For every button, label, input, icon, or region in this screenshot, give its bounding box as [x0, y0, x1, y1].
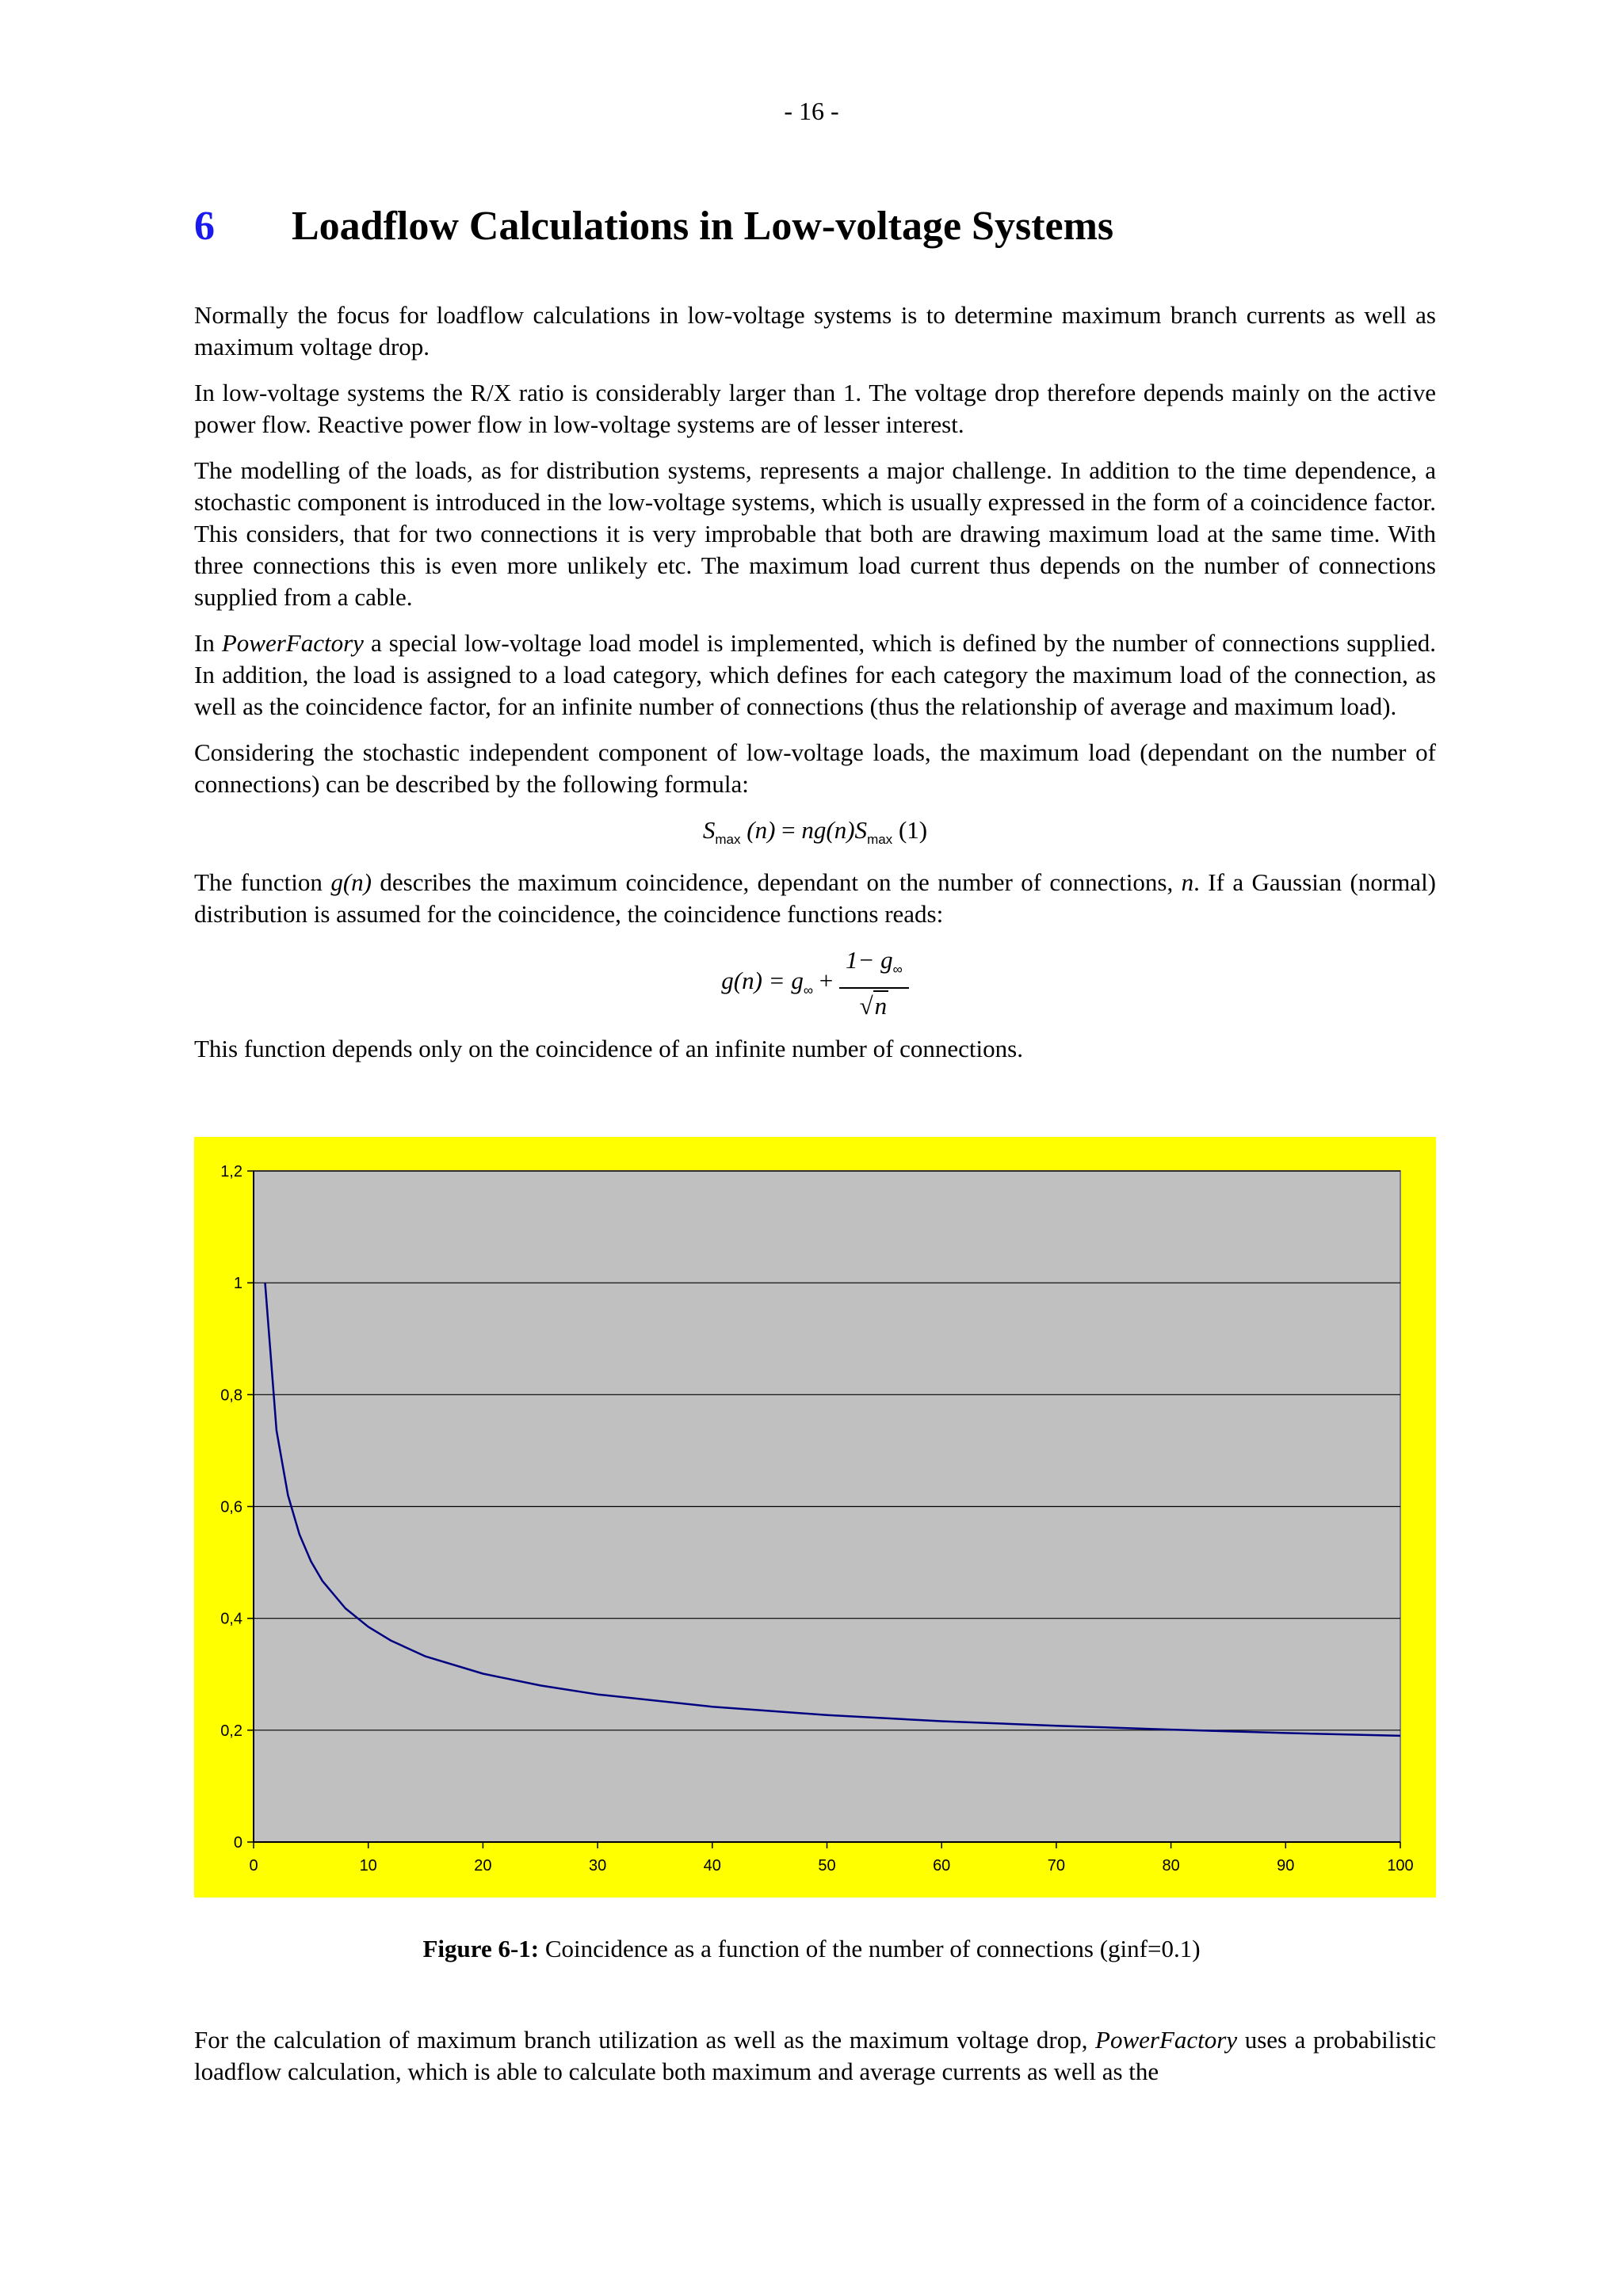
paragraph-7: This function depends only on the coincidence of an infinite number of connections.	[194, 1035, 1023, 1063]
x-tick-label: 90	[1277, 1857, 1295, 1875]
x-tick-label: 50	[818, 1857, 836, 1875]
y-tick-label: 0,8	[220, 1386, 242, 1405]
x-tick-label: 10	[359, 1857, 377, 1875]
y-tick-label: 0,4	[220, 1610, 242, 1628]
chart-frame	[194, 1137, 1436, 1897]
x-tick-label: 0	[249, 1857, 258, 1875]
body-text-top	[194, 299, 1436, 1079]
paragraph-4: In PowerFactory a special low-voltage load model is implemented, which is defined by the number of connections supplied. In addition, the load is assigned to a load category, which defines for each category the maximum load of the connection, as well as the coincidence factor, for an infinite number of connections (thus the relationship of average and maximum load).	[194, 629, 1437, 720]
sqrt-icon: √	[859, 992, 873, 1020]
paragraph-1: Normally the focus for loadflow calculations in low-voltage systems is to determine maximum branch currents as well as maximum voltage drop.	[194, 301, 1436, 360]
x-tick-label: 60	[933, 1857, 951, 1875]
x-tick-label: 100	[1387, 1857, 1414, 1875]
x-tick-label: 20	[474, 1857, 492, 1875]
page-number: - 16 -	[784, 97, 839, 125]
x-tick-label: 70	[1047, 1857, 1066, 1875]
figure-label: Figure 6-1:	[422, 1935, 540, 1962]
y-tick-label: 1,2	[220, 1163, 242, 1180]
coincidence-chart	[194, 1137, 1436, 1897]
section-title: Loadflow Calculations in Low-voltage Systems	[292, 204, 1114, 249]
x-tick-label: 40	[703, 1857, 721, 1875]
paragraph-2: In low-voltage systems the R/X ratio is considerably larger than 1. The voltage drop therefore depends mainly on the active power flow. Reactive power flow in low-voltage systems are of lesser interest.	[194, 379, 1436, 438]
y-tick-label: 0,6	[220, 1498, 242, 1516]
formula-coincidence: $g(n) = g_\infty$ + $\frac{1- g_\infty}{√n}$	[194, 944, 1436, 1022]
figure-caption	[0, 1933, 1623, 1965]
x-tick-label: 30	[588, 1857, 607, 1875]
x-tick-label: 80	[1162, 1857, 1180, 1875]
paragraph-8: For the calculation of maximum branch utilization as well as the maximum voltage drop, PowerFactory uses a probabilistic loadflow calculation, which is able to calculate both maximum and average currents as well as the	[194, 2026, 1436, 2085]
fraction: $\frac{1- g_\infty}{√n}$	[839, 944, 909, 1022]
y-tick-label: 1	[233, 1275, 242, 1293]
paragraph-3: The modelling of the loads, as for distribution systems, represents a major challenge. In addition to the time dependence, a stochastic component is introduced in the low-voltage systems, which is usually expressed in the form of a coincidence factor. This considers, that for two connections it is very improbable that both are drawing maximum load at the same time. With three connections this is even more unlikely etc. The maximum load current thus depends on the number of connections supplied from a cable.	[194, 456, 1436, 611]
formula-smax: $S_{max}$ $(n) = ng(n)S_{max}$ (1)	[702, 816, 928, 848]
y-tick-label: 0,2	[220, 1722, 242, 1740]
figure-caption-text: Coincidence as a function of the number of connections (ginf=0.1)	[539, 1935, 1201, 1962]
y-tick-label: 0	[233, 1834, 242, 1852]
section-heading	[194, 202, 1113, 251]
software-name: PowerFactory	[221, 629, 364, 657]
paragraph-6: The function g(n) describes the maximum coincidence, dependant on the number of connections, n. If a Gaussian (normal) distribution is assumed for the coincidence, the coincidence functions reads:	[194, 868, 1437, 929]
section-number: 6	[194, 204, 215, 249]
paragraph-5: Considering the stochastic independent component of low-voltage loads, the maximum load (dependant on the number of connections) can be described by the following formula:	[194, 738, 1436, 798]
body-text-bottom	[194, 2024, 1436, 2102]
